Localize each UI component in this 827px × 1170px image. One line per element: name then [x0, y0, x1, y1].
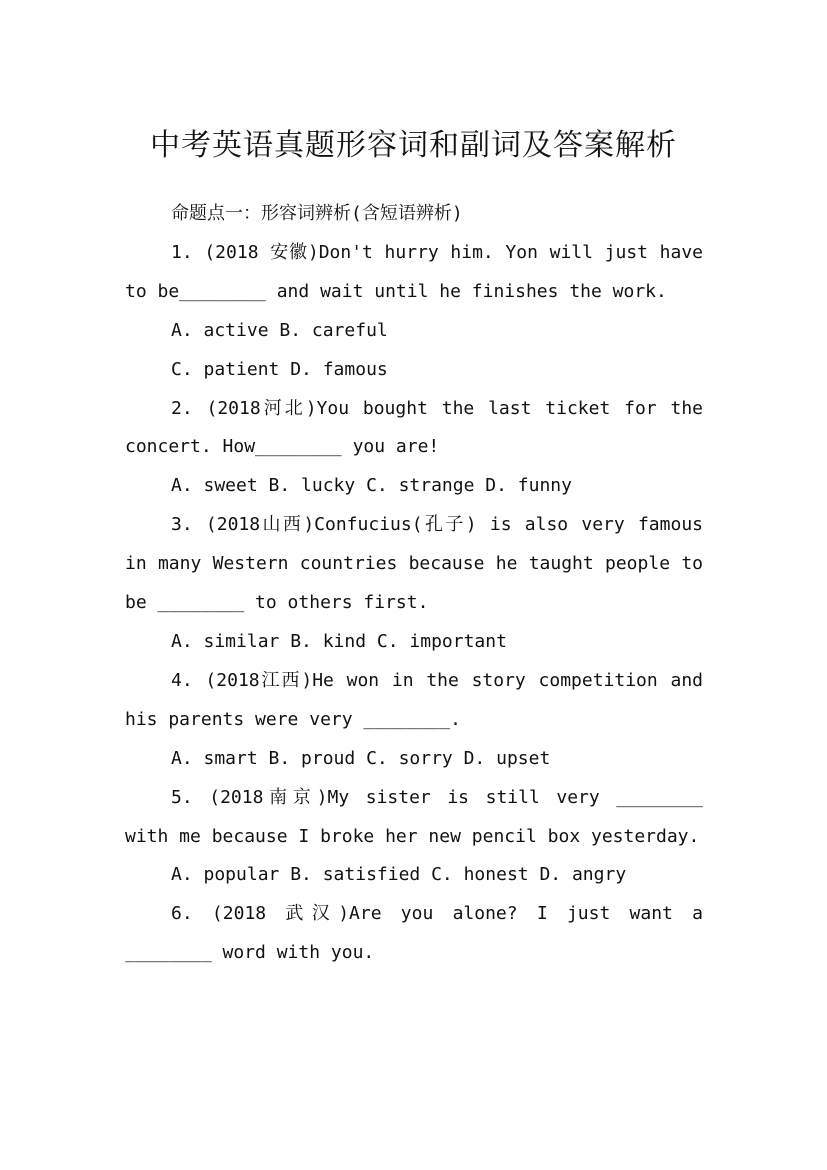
document-body	[125, 195, 703, 973]
question-1-options-line-1: A. active B. careful	[171, 319, 388, 341]
question-4-options: A. smart B. proud C. sorry D. upset	[171, 747, 551, 769]
question-1-options-line-2: C. patient D. famous	[171, 358, 388, 380]
question-2-options: A. sweet B. lucky C. strange D. funny	[171, 475, 572, 497]
section-heading: 命题点一：形容词辨析(含短语辨析)	[171, 203, 463, 224]
question-3-options: A. similar B. kind C. important	[171, 630, 507, 652]
question-5-stem: 5. (2018南京)My sister is still very ________ with me because I broke her new pencil box yesterday.	[125, 786, 703, 847]
question-3-stem: 3. (2018山西)Confucius(孔子) is also very famous in many Western countries because he taught people to be ________ to others first.	[125, 514, 703, 614]
question-4-stem: 4. (2018江西)He won in the story competition and his parents were very ________.	[125, 669, 703, 730]
question-5-options: A. popular B. satisfied C. honest D. angry	[171, 864, 627, 886]
question-2-stem: 2. (2018河北)You bought the last ticket for the concert. How________ you are!	[125, 397, 703, 458]
question-6-stem: 6. (2018 武汉)Are you alone? I just want a ________ word with you.	[125, 903, 703, 964]
question-1-stem: 1. (2018 安徽)Don't hurry him. Yon will just have to be________ and wait until he finishes the work.	[125, 241, 703, 302]
document-title: 中考英语真题形容词和副词及答案解析	[150, 128, 677, 164]
